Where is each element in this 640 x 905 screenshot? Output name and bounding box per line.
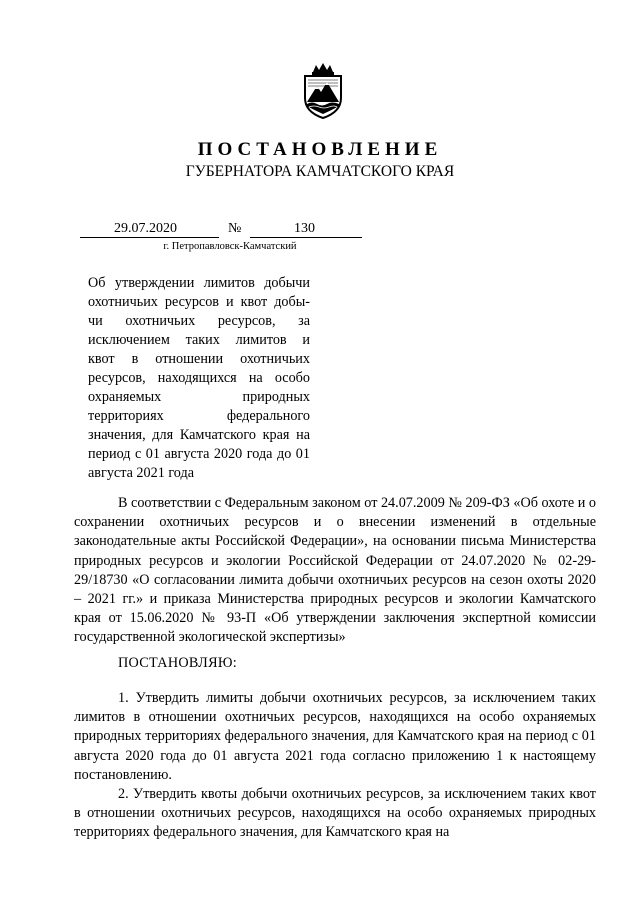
subject-line: исключением таких лимитов и: [88, 332, 310, 348]
subject-line: охотничьих ресурсов и квот добы-: [88, 294, 310, 310]
subject-line: Об утверждении лимитов добычи: [88, 275, 310, 291]
decree-word: ПОСТАНОВЛЯЮ:: [118, 655, 237, 671]
subject-line: августа 2021 года: [88, 465, 195, 481]
decree-item-1: 1. Утвердить лимиты добычи охотничьих ресурсов, за исключением таких лимитов в отношении охотничьих ресурсов, находящихся на особо охраняемых природных территориях федерального значения, для Камчатского края на период с 01 августа 2020 года до 01 августа 2021 года согласно приложению 1 к настоящему постановлению.: [74, 690, 596, 783]
decree-items: [74, 689, 596, 843]
date-underline: [80, 237, 219, 238]
subject-line: квот в отношении охотничьих: [88, 351, 310, 367]
number-sign: №: [228, 221, 242, 236]
subject-line: чи охотничьих ресурсов, за: [88, 313, 310, 329]
subject-line: охраняемых природных: [88, 389, 310, 405]
number-underline: [250, 237, 362, 238]
document-number: 130: [294, 221, 315, 236]
document-title: ПОСТАНОВЛЕНИЕ: [197, 139, 443, 160]
preamble-block: [74, 494, 596, 648]
subject-line: территориях федерального: [88, 408, 310, 424]
issue-city: г. Петропавловск-Камчатский: [163, 241, 297, 252]
document-date: 29.07.2020: [114, 221, 177, 236]
preamble-paragraph: В соответствии с Федеральным законом от 24.07.2009 № 209-ФЗ «Об охоте и о сохранении охотничьих ресурсов и о внесении изменений в отдельные законодательные акты Российской Федерации», на основании письма Министерства природных ресурсов и экологии Российской Федерации от 24.07.2020 № 02-29-29/18730 «О согласовании лимита добычи охотничьих ресурсов на сезон охоты 2020 – 2021 гг.» и приказа Министерства природных ресурсов и экологии Камчатского края от 15.06.2020 № 93-П «Об утверждении заключения экспертной комиссии государственной экологической экспертизы»: [74, 495, 596, 646]
subject-line: значения, для Камчатского края на: [88, 427, 310, 443]
decree-item-2: 2. Утвердить квоты добычи охотничьих ресурсов, за исключением таких квот в отношении охотничьих ресурсов, находящихся на особо охраняемых природных территориях федерального значения, для Камчатского края на: [74, 786, 596, 841]
document-subject: [88, 274, 310, 483]
kamchatka-coat-of-arms-icon: [301, 62, 345, 120]
document-issuer: ГУБЕРНАТОРА КАМЧАТСКОГО КРАЯ: [185, 163, 455, 180]
subject-line: период с 01 августа 2020 года до 01: [88, 446, 310, 462]
subject-line: ресурсов, находящихся на особо: [88, 370, 310, 386]
